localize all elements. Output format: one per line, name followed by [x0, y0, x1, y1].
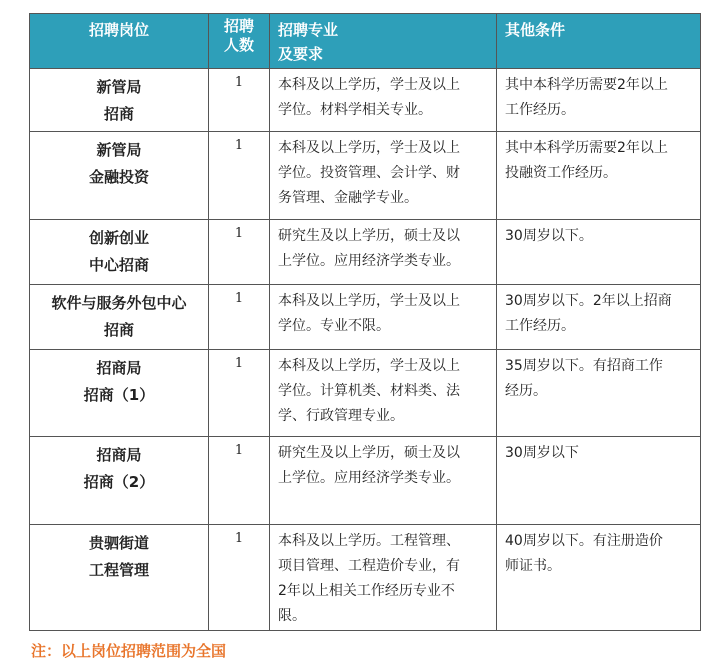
other-line: 投融资工作经历。 [505, 165, 617, 181]
other-cell [497, 220, 701, 285]
table-row [30, 69, 701, 132]
other-line: 师证书。 [505, 558, 561, 574]
position-line2: 中心招商 [88, 256, 149, 274]
position-line1: 新管局 [96, 78, 142, 96]
requirement-line: 学、行政管理专业。 [278, 408, 404, 424]
header-position [30, 14, 209, 69]
requirement-line: 学位。专业不限。 [278, 318, 390, 334]
other-line: 其中本科学历需要2年以上 [505, 77, 668, 93]
position-cell [30, 437, 209, 525]
table-row [30, 525, 701, 631]
requirement-line: 2年以上相关工作经历专业不 [278, 583, 455, 599]
table-row [30, 350, 701, 437]
position-cell [30, 525, 209, 631]
requirements-cell [270, 132, 497, 220]
position-line2: 招商 [103, 105, 134, 123]
requirements-cell [270, 437, 497, 525]
count-value: 1 [234, 443, 244, 458]
position-line1: 招商局 [96, 446, 142, 464]
requirements-cell [270, 525, 497, 631]
header-requirements [270, 14, 497, 69]
table-row [30, 220, 701, 285]
other-cell [497, 132, 701, 220]
header-row [30, 14, 701, 69]
position-line2: 招商（2） [83, 473, 155, 491]
other-line: 35周岁以下。有招商工作 [505, 358, 663, 374]
count-value: 1 [234, 226, 244, 241]
requirement-line: 研究生及以上学历，硕士及以 [278, 228, 460, 244]
requirement-line: 本科及以上学历，学士及以上 [278, 140, 460, 156]
position-line1: 新管局 [96, 141, 142, 159]
requirement-line: 学位。材料学相关专业。 [278, 102, 432, 118]
footnote: 注：以上岗位招聘范围为全国 [31, 642, 227, 660]
requirements-cell [270, 69, 497, 132]
count-cell [209, 525, 270, 631]
requirements-cell [270, 350, 497, 437]
other-line: 30周岁以下。2年以上招商 [505, 293, 672, 309]
table-row [30, 285, 701, 350]
count-cell [209, 132, 270, 220]
position-line1: 贵驷街道 [88, 534, 149, 552]
count-cell [209, 220, 270, 285]
header-other-label: 其他条件 [505, 21, 566, 39]
requirement-line: 学位。计算机类、材料类、法 [278, 383, 460, 399]
header-req-line2: 及要求 [278, 45, 324, 63]
position-line1: 招商局 [96, 359, 142, 377]
position-line2: 招商 [103, 321, 134, 339]
requirement-line: 限。 [278, 608, 306, 624]
requirement-line: 项目管理、工程造价专业，有 [278, 558, 460, 574]
header-count-line1: 招聘 [223, 17, 254, 35]
position-line1: 创新创业 [88, 229, 149, 247]
other-line: 30周岁以下。 [505, 228, 593, 244]
header-req-line1: 招聘专业 [278, 21, 339, 39]
other-line: 经历。 [505, 383, 547, 399]
position-line2: 招商（1） [83, 386, 155, 404]
other-cell [497, 69, 701, 132]
count-value: 1 [234, 75, 244, 90]
position-cell [30, 220, 209, 285]
requirements-cell [270, 285, 497, 350]
other-cell [497, 525, 701, 631]
requirements-cell [270, 220, 497, 285]
other-line: 工作经历。 [505, 318, 575, 334]
other-line: 其中本科学历需要2年以上 [505, 140, 668, 156]
count-value: 1 [234, 138, 244, 153]
requirement-line: 上学位。应用经济学类专业。 [278, 253, 460, 269]
table-row [30, 132, 701, 220]
count-cell [209, 285, 270, 350]
header-position-label: 招聘岗位 [88, 21, 149, 39]
count-value: 1 [234, 531, 244, 546]
count-cell [209, 350, 270, 437]
header-count-line2: 人数 [223, 36, 254, 54]
position-line1: 软件与服务外包中心 [51, 294, 187, 312]
count-value: 1 [234, 291, 244, 306]
position-line2: 工程管理 [88, 561, 149, 579]
position-cell [30, 132, 209, 220]
table-row [30, 437, 701, 525]
position-line2: 金融投资 [88, 168, 149, 186]
requirement-line: 务管理、金融学专业。 [278, 190, 418, 206]
header-other [497, 14, 701, 69]
requirement-line: 本科及以上学历，学士及以上 [278, 358, 460, 374]
other-line: 40周岁以下。有注册造价 [505, 533, 663, 549]
other-cell [497, 437, 701, 525]
other-cell [497, 285, 701, 350]
other-cell [497, 350, 701, 437]
other-line: 30周岁以下 [505, 445, 579, 461]
count-cell [209, 69, 270, 132]
count-value: 1 [234, 356, 244, 371]
count-cell [209, 437, 270, 525]
position-cell [30, 69, 209, 132]
recruitment-table [29, 13, 701, 631]
header-count [209, 14, 270, 69]
requirement-line: 本科及以上学历，学士及以上 [278, 293, 460, 309]
position-cell [30, 285, 209, 350]
requirement-line: 本科及以上学历，学士及以上 [278, 77, 460, 93]
requirement-line: 学位。投资管理、会计学、财 [278, 165, 460, 181]
position-cell [30, 350, 209, 437]
requirement-line: 上学位。应用经济学类专业。 [278, 470, 460, 486]
requirement-line: 研究生及以上学历，硕士及以 [278, 445, 460, 461]
other-line: 工作经历。 [505, 102, 575, 118]
requirement-line: 本科及以上学历。工程管理、 [278, 533, 460, 549]
